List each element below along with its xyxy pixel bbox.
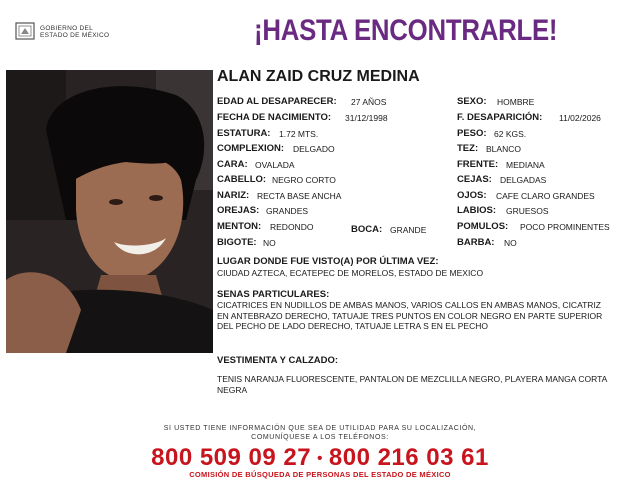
phone-number-2[interactable]: 800 216 03 61 (328, 444, 489, 471)
complexion-value: DELGADO (293, 144, 335, 154)
desaparicion-label: F. DESAPARICIÓN: (457, 112, 543, 123)
nariz-label: NARIZ: (217, 190, 250, 201)
last-seen-value: CIUDAD AZTECA, ECATEPEC DE MORELOS, ESTADO DE MEXICO (217, 268, 484, 278)
commission-name: COMISIÓN DE BÚSQUEDA DE PERSONAS DEL ESTADO DE MÉXICO (189, 470, 451, 479)
orejas-label: OREJAS: (217, 205, 260, 216)
sexo-value: HOMBRE (497, 97, 535, 107)
phone-number-1[interactable]: 800 509 09 27 (151, 444, 312, 471)
menton-label: MENTON: (217, 221, 262, 232)
desaparicion-value: 11/02/2026 (559, 113, 601, 123)
estatura-label: ESTATURA: (217, 128, 271, 139)
barba-value: NO (504, 238, 517, 248)
state-emblem-icon (14, 20, 36, 42)
last-seen-label: LUGAR DONDE FUE VISTO(A) POR ÚLTIMA VEZ: (217, 256, 439, 267)
bigote-value: NO (263, 238, 276, 248)
sexo-label: SEXO: (457, 96, 487, 107)
contact-note-line2: COMUNÍQUESE A LOS TELÉFONOS: (251, 434, 389, 441)
orejas-value: GRANDES (266, 206, 309, 216)
tez-value: BLANCO (486, 144, 521, 154)
logo-text: GOBIERNO DEL ESTADO DE MÉXICO (40, 25, 110, 39)
marks-value: CICATRICES EN NUDILLOS DE AMBAS MANOS, VARIOS CALLOS EN AMBAS MANOS, CICATRIZ EN ANTEBRAZO DERECHO, TATUAJE TRES PUNTOS EN COLOR NEGRO EN PARTE SUPERIOR DEL PECHO DE LADO DERECHO, TATUAJE LETRA S EN EL PECHO (217, 300, 603, 331)
cejas-value: DELGADAS (500, 175, 547, 185)
cara-label: CARA: (217, 159, 248, 170)
person-photo (6, 70, 213, 353)
clothing-label: VESTIMENTA Y CALZADO: (217, 355, 339, 366)
boca-value: GRANDE (390, 225, 427, 235)
pomulos-value: POCO PROMINENTES (520, 222, 610, 232)
cejas-label: CEJAS: (457, 174, 492, 185)
phone-numbers (0, 444, 640, 472)
pomulos-label: POMULOS: (457, 221, 509, 232)
barba-label: BARBA: (457, 237, 495, 248)
edad-value: 27 AÑOS (351, 97, 387, 107)
complexion-label: COMPLEXION: (217, 143, 285, 154)
nariz-value: RECTA BASE ANCHA (257, 191, 342, 201)
labios-label: LABIOS: (457, 205, 497, 216)
cabello-label: CABELLO: (217, 174, 267, 185)
estatura-value: 1.72 MTS. (279, 129, 319, 139)
contact-note-line1: SI USTED TIENE INFORMACIÓN QUE SEA DE UTILIDAD PARA SU LOCALIZACIÓN, (163, 425, 477, 432)
nacimiento-label: FECHA DE NACIMIENTO: (217, 112, 331, 123)
government-logo (14, 20, 114, 46)
person-photo-image (6, 70, 213, 353)
peso-label: PESO: (457, 128, 487, 139)
frente-value: MEDIANA (506, 160, 545, 170)
cabello-value: NEGRO CORTO (272, 175, 336, 185)
cara-value: OVALADA (255, 160, 295, 170)
tez-label: TEZ: (457, 143, 479, 154)
phone-separator: • (317, 450, 323, 468)
clothing-value: TENIS NARANJA FLUORESCENTE, PANTALON DE MEZCLILLA NEGRO, PLAYERA MANGA CORTA NEGRA (217, 374, 607, 395)
peso-value: 62 KGS. (494, 129, 527, 139)
ojos-value: CAFE CLARO GRANDES (496, 191, 595, 201)
person-name: ALAN ZAID CRUZ MEDINA (217, 68, 420, 85)
edad-label: EDAD AL DESAPARECER: (217, 96, 337, 107)
marks-label: SENAS PARTICULARES: (217, 289, 330, 300)
menton-value: REDONDO (270, 222, 314, 232)
bigote-label: BIGOTE: (217, 237, 257, 248)
nacimiento-value: 31/12/1998 (345, 113, 388, 123)
labios-value: GRUESOS (506, 206, 549, 216)
page-title: ¡HASTA ENCONTRARLE! (254, 14, 558, 47)
ojos-label: OJOS: (457, 190, 487, 201)
frente-label: FRENTE: (457, 159, 499, 170)
boca-label: BOCA: (351, 224, 383, 235)
